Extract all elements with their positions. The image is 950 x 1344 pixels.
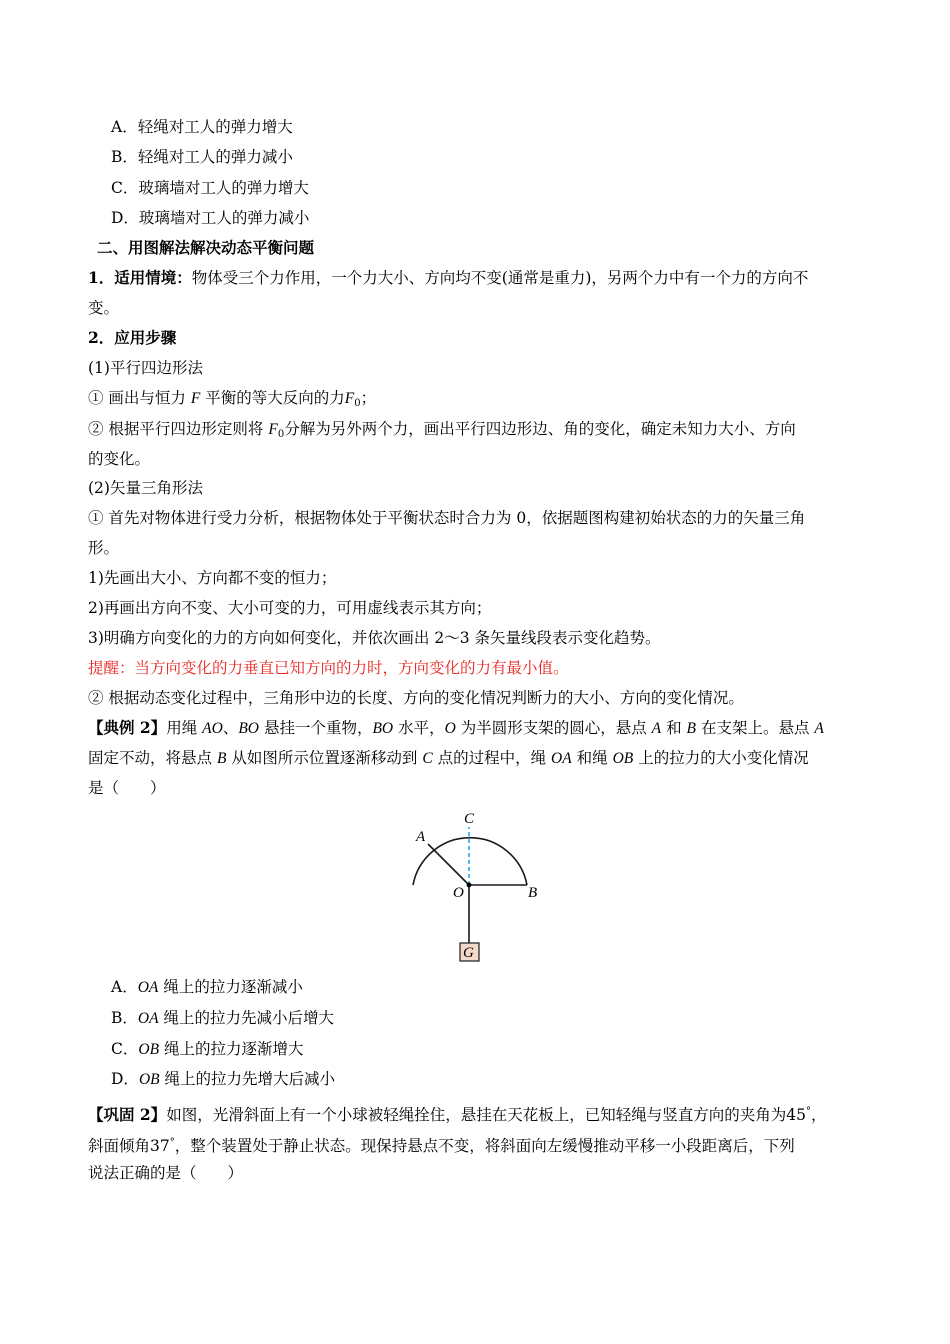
point-O — [467, 883, 472, 888]
consolidate2-label: 【巩固 2】 — [88, 1105, 167, 1125]
var-AO: AO — [202, 720, 223, 737]
example2-line3: 是（ ） — [88, 779, 166, 797]
q2b-prefix: B． — [111, 1009, 138, 1027]
c2-t4: ，整个装置处于静止状态。现保持悬点不变，将斜面向左缓慢推动平移一小段距离后，下列 — [174, 1137, 795, 1156]
method1-title: (1)平行四边形法 — [88, 359, 203, 377]
method2-sub3: 3)明确方向变化的力的方向如何变化，并依次画出 2～3 条矢量线段表示变化趋势。 — [88, 629, 661, 647]
m1s2-a: ② 根据平行四边形定则将 — [88, 420, 264, 438]
item1-line1 — [88, 268, 808, 288]
var-B: B — [686, 720, 696, 737]
ex-t3: 悬挂一个重物， — [263, 719, 373, 737]
method2-step1-cont: 形。 — [88, 539, 120, 557]
var-F: F — [190, 390, 201, 407]
label-G: G — [463, 945, 474, 961]
method2-sub1: 1)先画出大小、方向都不变的恒力； — [88, 569, 337, 587]
semicircle-arc — [413, 838, 527, 885]
label-A: A — [416, 829, 426, 845]
rope-OA — [428, 844, 469, 885]
var-A-2: A — [814, 720, 824, 737]
ex-t4: 水平， — [398, 719, 445, 737]
m1s1-end: ； — [360, 389, 377, 407]
method2-step2: ② 根据动态变化过程中，三角形中边的长度、方向的变化情况判断力的大小、方向的变化情况。 — [88, 689, 744, 707]
angle-45: 45 — [786, 1106, 806, 1125]
angle-37: 37 — [150, 1137, 170, 1156]
q2a-text: 绳上的拉力逐渐减小 — [163, 978, 303, 996]
tip-text: 提醒：当方向变化的力垂直已知方向的力时，方向变化的力有最小值。 — [88, 659, 569, 677]
ex-l2c: 点的过程中，绳 — [437, 749, 547, 767]
q2d-text: 绳上的拉力先增大后减小 — [164, 1070, 336, 1088]
c2-t3: 斜面倾角 — [88, 1137, 151, 1156]
semicircle-support-diagram — [405, 808, 550, 966]
ex-t6: 和 — [666, 719, 682, 737]
q2-option-b — [111, 1008, 334, 1029]
ex-l2b: 从如图所示位置逐渐移动到 — [231, 749, 418, 767]
var-BO: BO — [238, 720, 259, 737]
q2-option-a — [111, 977, 303, 998]
q2b-text: 绳上的拉力先减小后增大 — [163, 1009, 335, 1027]
item1-line2: 变。 — [88, 299, 120, 317]
q2-option-c — [111, 1039, 304, 1060]
q2c-text: 绳上的拉力逐渐增大 — [163, 1040, 304, 1058]
var-C: C — [422, 750, 433, 767]
var-F0-b: F — [268, 421, 278, 438]
c2-t1: 如图，光滑斜面上有一个小球被轻绳拴住，悬挂在天花板上，已知轻绳与竖直方向的夹角为 — [166, 1106, 787, 1125]
q2c-prefix: C． — [111, 1040, 139, 1058]
method1-step1 — [88, 388, 376, 414]
subscript-0-b: 0 — [277, 429, 285, 440]
item2-label: 2．应用步骤 — [88, 328, 177, 347]
c2-t2: ， — [810, 1106, 827, 1125]
option-c: C．玻璃墙对工人的弹力增大 — [111, 179, 309, 197]
ex-t1: 用绳 — [166, 719, 198, 737]
option-a: A．轻绳对工人的弹力增大 — [111, 118, 293, 136]
example2-line2 — [88, 748, 809, 769]
method1-step2-cont: 的变化。 — [88, 450, 151, 468]
deg-sign-1: ° — [805, 1106, 811, 1117]
q2a-var: OA — [137, 979, 159, 996]
var-F0: F — [344, 390, 355, 407]
section-heading: 二、用图解法解决动态平衡问题 — [97, 238, 315, 257]
item1-text: 物体受三个力作用，一个力大小、方向均不变(通常是重力)，另两个力中有一个力的方向不 — [191, 269, 809, 287]
ex-t2: 、 — [222, 719, 239, 737]
consolidate2-line2 — [88, 1133, 795, 1156]
label-O: O — [453, 885, 464, 901]
option-d: D．玻璃墙对工人的弹力减小 — [111, 209, 310, 227]
label-B: B — [528, 885, 538, 901]
method2-sub2: 2)再画出方向不变、大小可变的力，可用虚线表示其方向； — [88, 599, 492, 617]
consolidate2-line1 — [88, 1102, 826, 1125]
subscript-0: 0 — [354, 398, 361, 409]
var-OB: OB — [612, 750, 634, 767]
m1s2-b: 分解为另外两个力，画出平行四边形边、角的变化，确定未知力大小、方向 — [284, 420, 796, 438]
example2-line1 — [88, 718, 824, 739]
ex-t5: 为半圆形支架的圆心，悬点 — [460, 719, 647, 737]
m1s1-a: ① 画出与恒力 — [88, 389, 186, 407]
var-A: A — [651, 720, 662, 737]
var-BO-2: BO — [372, 720, 394, 737]
item1-label: 1．适用情境： — [88, 268, 192, 287]
method1-step2 — [88, 419, 796, 445]
q2b-var: OA — [137, 1010, 159, 1027]
label-C: C — [464, 811, 475, 827]
q2d-var: OB — [138, 1071, 160, 1088]
ex-l2d: 和绳 — [576, 749, 608, 767]
method2-title: (2)矢量三角形法 — [88, 479, 203, 497]
example2-label: 【典例 2】 — [88, 718, 167, 737]
method2-step1: ① 首先对物体进行受力分析，根据物体处于平衡状态时合力为 0，依据题图构建初始状态的力的矢量三角 — [88, 509, 806, 527]
ex-l2a: 固定不动，将悬点 — [88, 749, 213, 767]
q2-option-d — [111, 1069, 335, 1090]
var-OA: OA — [551, 750, 572, 767]
q2d-prefix: D． — [111, 1070, 139, 1088]
var-O: O — [444, 720, 456, 737]
q2a-prefix: A． — [111, 978, 138, 996]
var-B-2: B — [216, 750, 227, 767]
consolidate2-line3: 说法正确的是（ ） — [88, 1164, 244, 1182]
m1s1-b: 平衡的等大反向的力 — [205, 389, 345, 407]
q2c-var: OB — [138, 1041, 160, 1058]
ex-t7: 在支架上。悬点 — [700, 719, 810, 737]
deg-sign-2: ° — [169, 1137, 175, 1148]
option-b: B．轻绳对工人的弹力减小 — [111, 148, 293, 166]
ex-l2e: 上的拉力的大小变化情况 — [638, 749, 809, 767]
